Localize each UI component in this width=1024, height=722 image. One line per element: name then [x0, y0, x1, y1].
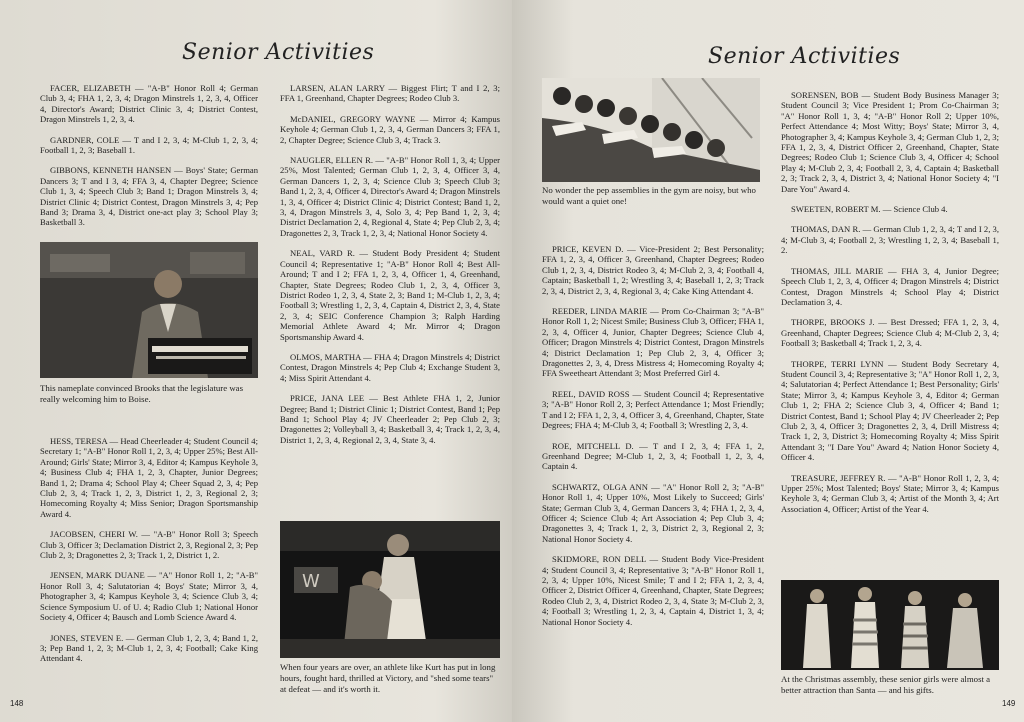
svg-text:W: W	[302, 571, 320, 592]
senior-entry: THOMAS, JILL MARIE — FHA 3, 4, Junior Degree; Speech Club 1, 2, 3, 4, Officer 4; Dragon Minstrels 4; District Contest, Dragon Minstrels 4; School Play 4; District Declamation 3, 4.	[781, 265, 999, 307]
pep-assembly-caption: No wonder the pep assemblies in the gym are noisy, but who would want a quiet one!	[542, 185, 756, 206]
right-column-2	[781, 90, 999, 524]
right-page-heading: Senior Activities	[708, 44, 901, 69]
senior-entry: REEDER, LINDA MARIE — Prom Co-Chairman 3; "A-B" Honor Roll 1, 2; Nicest Smile; Business Club 3, Officer; FHA 1, 2, 3, 4, Officer 4, Junior, Chapter Degrees; Science Club 4, Officer; Dragon Minstrels 4; District Contest, Dragon Minstrels 4; District Declamation 1; Pep Club 2, 3, 4, Officer 3; Dragonettes 2, 3, 4, Dress Mistress 4; Homecoming Royalty 4; FFA Sweetheart Attendant 3; Most Preferred Girl 4.	[542, 306, 764, 379]
senior-entry: HESS, TERESA — Head Cheerleader 4; Student Council 4; Secretary 1; "A-B" Honor Roll 1, 2, 3, 4; Upper 25%; Best All-Around; Girls' State; Mirror 3, 4, Editor 4; Kampus Keyhole 3, 4; Business Club 4; FHA 1, 2, 3, Chapter, Junior Degrees; Band 1, 2; Drama 4; School Play 4; Cheer Squad 2, 3, 4; Pep Club 2, 3, 4; Track 1, 2, 3, District 1, 2, 3, Regional 2, 3; Homecoming Royalty 4; Miss Senior; Dragon Sportsmanship Award 4.	[40, 436, 258, 519]
senior-entry: SORENSEN, BOB — Student Body Business Manager 3; Student Council 3; Vice President 1; Prom Co-Chairman 3; "A" Honor Roll 1, 3, 4; "A-B" Honor Roll 2; Upper 10%, Perfect Attendance 4; Most Witty; Boys' State; Mirror 3, 4, Photographer 3, 4; Kampus Keyhole 3, 4; German Club 1, 2, 3; FFA 1, 2, 3, 4, District Officer 2, Greenhand, Chapter, State Degrees; Rodeo Club 1; Science Club 3, 4, Officer 4; School Play 4; M-Club 2, 3, 4; Football 2, 3, 4, Captain 4; Basketball 2, 3; Track 2, 3, 4, District 3, 4; National Honor Society 4; "I Dare You" Award 4.	[781, 90, 999, 194]
senior-entry: JENSEN, MARK DUANE — "A" Honor Roll 1, 2; "A-B" Honor Roll 3, 4; Salutatorian 4; Boys' State; Mirror 3, 4, Photographer 3, 4; Kampus Keyhole 3, 4; Science Club 3, 4; Science Symposium U. of U. 4; Radio Club 1; National Honor Society 4, Officer 4; Bausch and Lomb Science Award 4.	[40, 570, 258, 623]
wrestling-photo-caption: When four years are over, an athlete like Kurt has put in long hours, fought hard, thrilled at Victory, and "shed some tears" at defeat — and it's worth it.	[280, 662, 496, 694]
left-column-1-bottom	[40, 436, 258, 674]
senior-entry: FACER, ELIZABETH — "A-B" Honor Roll 4; German Club 3, 4; FHA 1, 2, 3, 4; Dragon Minstrels 1, 2, 3, 4, Officer 4, Director's Award; District Clinic 3, 4; District Contest, Dragon Minstrels 1, 2, 3, 4.	[40, 83, 258, 125]
left-page-heading: Senior Activities	[182, 40, 375, 65]
senior-entry: TREASURE, JEFFREY R. — "A-B" Honor Roll 1, 2, 3, 4; Upper 25%; Most Talented; Boys' State; Mirror 3, 4; Kampus Keyhole 3, 4; German Club 3, 4; Artist of the Month 3, 4; Art Association 4, Officer; Artist of the Year 4.	[781, 472, 999, 514]
right-column-1	[542, 244, 764, 637]
senior-entry: PRICE, KEVEN D. — Vice-President 2; Best Personality; FFA 1, 2, 3, 4, Officer 3, Greenhand, Chapter Degrees; Rodeo Club 1, 2, 3, 4, District Rodeo 3, 4; M-Club 2, 3, 4; Football 4, Captain; Basketball 1, 2; Wrestling 3, 4; Baseball 1, 2, 3; Track 2, 3, 4, District 2, 3, 4, Regional 3, 4; Cake King Attendant 4.	[542, 244, 764, 296]
senior-entry: REEL, DAVID ROSS — Student Council 4; Representative 3; "A-B" Honor Roll 2, 3; Perfect Attendance 1; Most Friendly; T and I 2; FFA 1, 2, 3, 4, Officer 3, 4, Greenhand, Chapter, State Degrees; FHA 4; M-Club 3, 4; Football 3; Wrestling 2, 3, 4.	[542, 388, 764, 431]
christmas-assembly-photo	[781, 580, 999, 670]
senior-entry: SCHWARTZ, OLGA ANN — "A" Honor Roll 2, 3; "A-B" Honor Roll 1, 4; Upper 10%, Most Likely to Succeed; Girls' State; German Club 3, 4, German Dancers 3, 4; FHA 1, 2, 3, 4, Officer 4; Science Club 4; Art Association 4; Pep Club 3, 4; Dragonettes 3, 4; Track 1, 2, 3, District 2, 3, Regional 2, 3; National Honor Society 4.	[542, 481, 764, 544]
right-page-number: 149	[1002, 699, 1016, 708]
senior-entry: SKIDMORE, RON DELL — Student Body Vice-President 4; Student Council 3, 4; Representative 3; "A-B" Honor Roll 1, 2, 3, 4; Upper 10%, Nicest Smile; T and I 2; FFA 1, 2, 3, 4, Officer 2, District Officer 4, Greenhand, Chapter, State Degrees; Rodeo Club 2, 3, 4, District Rodeo 2, 3, 4, State 3; M-Club 2, 3, 4; Football 3; Wrestling 1, 2, 3, 4, Captain 4, District 1, 3, 4; National Honor Society 4.	[542, 554, 764, 627]
wrestling-photo	[280, 521, 500, 658]
senior-entry: GIBBONS, KENNETH HANSEN — Boys' State; German Dancers 3; T and I 3, 4; FFA 3, 4, Chapter Degree; Science Club 1, 3, 4; Speech Club 3; Band 1; Dragon Minstrels 3, 4; District Clinic 4; District Contest, Dragon Minstrels 3, 4; Pep Band 3; Drama 3, 4, District one-act play 3; School Play 3; Basketball 3.	[40, 165, 258, 228]
left-column-1-top	[40, 83, 258, 238]
senior-entry: LARSEN, ALAN LARRY — Biggest Flirt; T and I 2, 3; FFA 1, Greenhand, Chapter Degrees; Rodeo Club 3.	[280, 83, 500, 104]
senior-entry: NEAL, VARD R. — Student Body President 4; Student Council 4; Representative 1; "A-B" Honor Roll 4; Best All-Around; T and I 2; FFA 1, 2, 3, 4, Officer 1, 4, Greenhand, Chapter, State Degrees; Rodeo Club 1, 2, 3, 4, Officer 3, District Rodeo 1, 2, 3, 4, State 2, 3; Band 1; M-Club 1, 2, 3, 4; Football 3; Wrestling 1, 2, 3, 4, Captain 4, District 2, 3, 4, State 2, 3, 4; SEIC Conference Champion 3; Ralph Harding Memorial Athlete Award 4; Mr. Mirror 4; Dragon Sportsmanship Award 4.	[280, 248, 500, 342]
left-column-2	[280, 83, 500, 455]
senior-entry: THOMAS, DAN R. — German Club 1, 2, 3, 4; T and I 2, 3, 4; M-Club 3, 4; Football 2, 3; Wrestling 1, 2, 3, 4; Baseball 1, 2.	[781, 224, 999, 256]
christmas-assembly-caption: At the Christmas assembly, these senior girls were almost a better attraction than Santa — and his gifts.	[781, 674, 991, 695]
senior-entry: OLMOS, MARTHA — FHA 4; Dragon Minstrels 4; District Contest, Dragon Minstrels 4; Pep Club 4; Exchange Student 3, 4; Miss Spirit Attendant 4.	[280, 351, 500, 383]
right-page	[512, 0, 1024, 722]
senior-entry: ROE, MITCHELL D. — T and I 2, 3, 4; FFA 1, 2, Greenhand Degree; M-Club 1, 2, 3, 4; Football 1, 2, 3, 4, Captain 4.	[542, 440, 764, 472]
left-page-number: 148	[10, 699, 24, 708]
brooks-nameplate-photo	[40, 242, 258, 378]
senior-entry: McDANIEL, GREGORY WAYNE — Mirror 4; Kampus Keyhole 4; German Club 1, 2, 3, 4, German Dancers 3; FFA 1, 2, Chapter Degree; Science Club 3, 4; Track 3.	[280, 113, 500, 145]
brooks-photo-caption: This nameplate convinced Brooks that the legislature was really welcoming him to Boise.	[40, 383, 244, 404]
senior-entry: THORPE, TERRI LYNN — Student Body Secretary 4, Student Council 3, 4; Representative 3; "A" Honor Roll 1, 2, 3, 4; Salutatorian 4; Perfect Attendance 1; Best Personality; Girls' State; Mirror 3, 4; Kampus Keyhole 3, 4, Editor 4; German Club 1, 2; FHA 2; Science Club 3, 4, Officer 4; Band 1; District Contest, Band 1; School Play 4; JV Cheerleader 2; Pep Club 2, 3, 4, Officer 3; Dragonettes 2, 3, 4, Drill Mistress 4; Track 1, 2, 3, District 3; Homecoming Royalty 4; Miss Spirit Attendant 3; "I Dare You" Award 4; Nation Honor Society 4, Officer 4.	[781, 358, 999, 463]
pep-assembly-photo	[542, 78, 760, 182]
senior-entry: JONES, STEVEN E. — German Club 1, 2, 3, 4; Band 1, 2, 3; Pep Band 1, 2, 3; M-Club 1, 2, 3, 4; Football; Cake King Attendant 4.	[40, 632, 258, 664]
senior-entry: GARDNER, COLE — T and I 2, 3, 4; M-Club 1, 2, 3, 4; Football 1, 2, 3; Baseball 1.	[40, 134, 258, 156]
senior-entry: JACOBSEN, CHERI W. — "A-B" Honor Roll 3; Speech Club 3, Officer 3; Declamation District 2, 3, Regional 2, 3; Pep Club 2, 3; Dragonettes 2, 3; Track 1, 2, District 1, 2.	[40, 529, 258, 561]
senior-entry: THORPE, BROOKS J. — Best Dressed; FFA 1, 2, 3, 4, Greenhand, Chapter Degrees; Science Club 4; M-Club 2, 3, 4; Football 3; Basketball 4; Track 1, 2, 3, 4.	[781, 317, 999, 349]
senior-entry: PRICE, JANA LEE — Best Athlete FHA 1, 2, Junior Degree; Band 1; District Clinic 1; District Contest, Band 1; Pep Band 1; School Play 4; JV Cheerleader 2; Pep Club 2, 3; Dragonettes 2; Volleyball 3, 4; Basketball 3, 4; Track 1, 2, 3, 4, District 1, 2, 3, 4, Regional 2, 3, 4, State 3, 4.	[280, 393, 500, 445]
senior-entry: NAUGLER, ELLEN R. — "A-B" Honor Roll 1, 3, 4; Upper 25%, Most Talented; German Club 1, 2, 3, 4, Officer 3, 4, German Dancers 1, 2, 3, 4; Science Club 3; Speech Club 3; Band 1, 2, 3, 4, Officer 4, Director's Award 4; Dragon Minstrels 1, 3, 4, Officer 4; District Clinic 4; District Contest; Band 1, 2, 3, 4, Dragon Minstrels 3, 4, Solo 3, 4; Pep Band 1, 2, 3, 4; District Declamation 2, 4, Regional 4, State 4; Pep Club 2, 3, 4; Dragonettes 2, 3, Track 1, 2, 3, 4; National Honor Society 4.	[280, 155, 500, 238]
senior-entry: SWEETEN, ROBERT M. — Science Club 4.	[791, 204, 948, 215]
